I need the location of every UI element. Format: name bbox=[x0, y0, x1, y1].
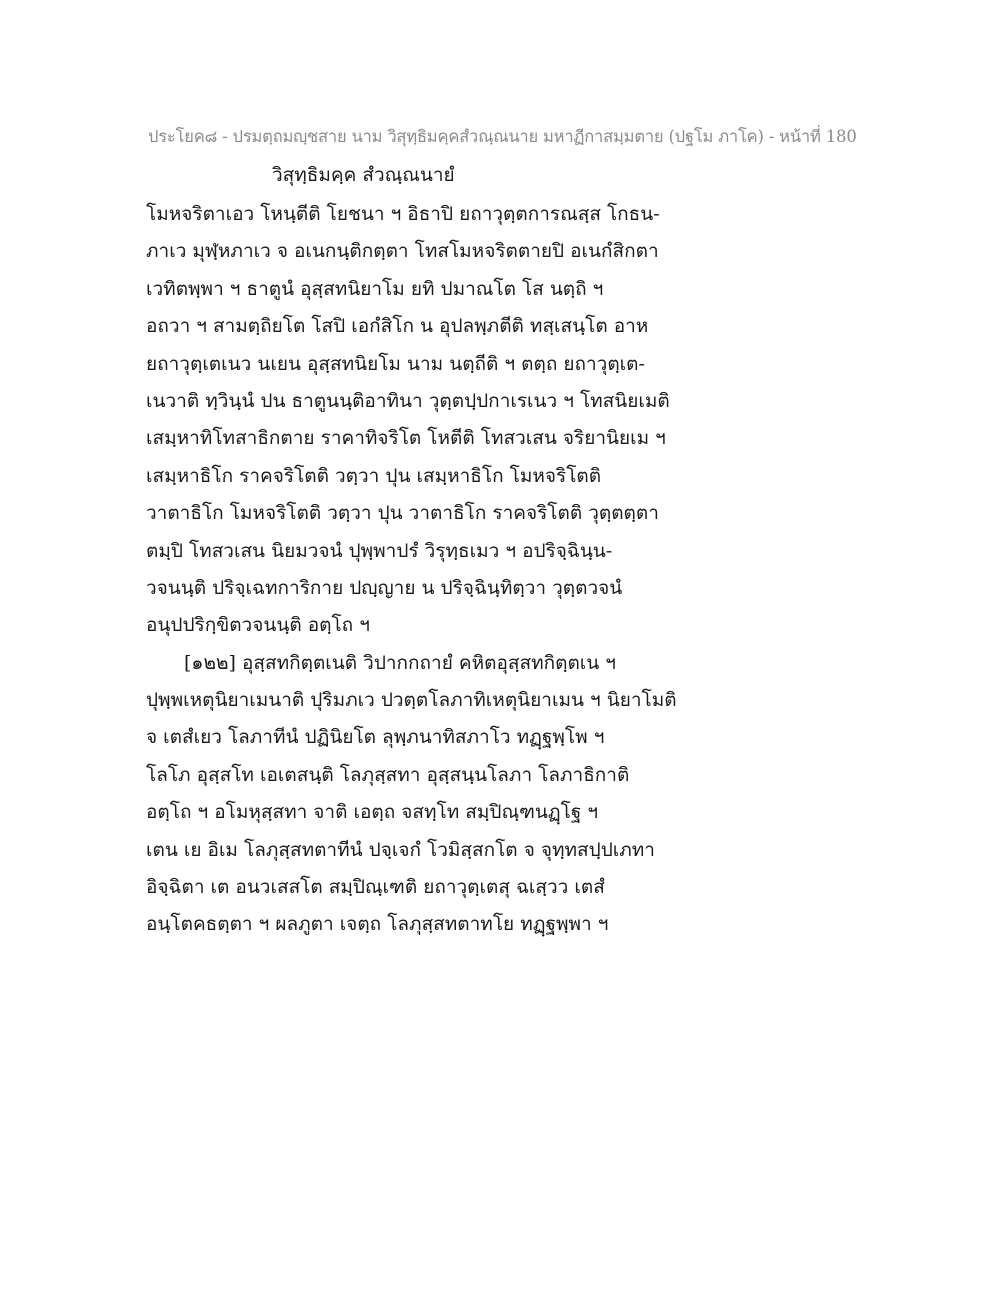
text-line: โมหจริตาเอว โหนฺตีติ โยชนา ฯ อิธาปิ ยถาวุตฺตการณสฺส โกธน- bbox=[146, 203, 660, 225]
text-line: อถวา ฯ สามตฺถิยโต โสปิ เอกํสิโก น อุปลพฺภตีติ ทสฺเสนฺโต อาห bbox=[146, 315, 649, 338]
text-line: อนฺโตคธตฺตา ฯ ผลภูตา เจตฺถ โลภุสฺสทตาทโย ทฏฺฐพฺพา ฯ bbox=[146, 913, 609, 936]
text-line: ยถาวุตฺเตเนว นเยน อุสฺสทนิยโม นาม นตฺถีติ ฯ ตตฺถ ยถาวุตฺเต- bbox=[146, 352, 645, 375]
text-line: วาตาธิโก โมหจริโตติ วตฺวา ปุน วาตาธิโก ราคจริโตติ วุตฺตตฺตา bbox=[146, 502, 659, 525]
paragraph-start-line: [๑๒๒] อุสฺสทกิตฺตเนติ วิปากกถายํ คหิตอุสฺสทกิตฺตเน ฯ bbox=[184, 651, 616, 674]
text-line: เสมฺหาทิโทสาธิกตาย ราคาทิจริโต โหตีติ โทสวเสน จริยานิยเม ฯ bbox=[146, 427, 666, 450]
text-line: ปุพฺพเหตุนิยาเมนาติ ปุริมภเว ปวตฺตโลภาทิเหตุนิยาเมน ฯ นิยาโมติ bbox=[146, 689, 677, 712]
running-header: ประโยค๘ - ปรมตฺถมญฺชสาย นาม วิสุทฺธิมคฺคสํวณฺณนาย มหาฏีกาสมฺมตาย (ปฐโม ภาโค) - หน้าที่ 180 bbox=[148, 127, 857, 146]
text-line: โลโภ อุสฺสโท เอเตสนฺติ โลภุสฺสทา อุสฺสนฺนโลภา โลภาธิกาติ bbox=[146, 763, 630, 786]
text-line: วจนนฺติ ปริจฺเฉทการิกาย ปญฺญาย น ปริจฺฉินฺทิตฺวา วุตฺตวจนํ bbox=[146, 576, 623, 599]
text-line: เสมฺหาธิโก ราคจริโตติ วตฺวา ปุน เสมฺหาธิโก โมหจริโตติ bbox=[146, 464, 602, 487]
body-text bbox=[146, 196, 706, 944]
text-line: อิจฺฉิตา เต อนวเสสโต สมฺปิณฺเฑติ ยถาวุตฺเตสุ ฉเสฺวว เตสํ bbox=[146, 876, 605, 899]
text-line: อตฺโถ ฯ อโมหุสฺสทา จาติ เอตฺถ จสทฺโท สมฺปิณฺฑนฏฺโฐ ฯ bbox=[146, 801, 599, 824]
text-line: ตมฺปิ โทสวเสน นิยมวจนํ ปุพฺพาปรํ วิรุทฺธเมว ฯ อปริจฺฉินฺน- bbox=[146, 539, 613, 562]
text-line: จ เตสํเยว โลภาทีนํ ปฏินิยโต ลุพฺภนาทิสภาโว ทฏฺฐพฺโพ ฯ bbox=[146, 726, 605, 749]
text-line: ภาเว มุฬฺหภาเว จ อเนกนฺติกตฺตา โทสโมหจริตตายปิ อเนกํสิกตา bbox=[146, 240, 659, 263]
text-line: อนุปปริกฺขิตวจนนฺติ อตฺโถ ฯ bbox=[146, 614, 370, 637]
text-line: เวทิตพฺพา ฯ ธาตูนํ อุสฺสทนิยาโม ยทิ ปมาณโต โส นตฺถิ ฯ bbox=[146, 277, 604, 300]
section-subtitle: วิสุทฺธิมคฺค สํวณฺณนายํ bbox=[272, 164, 455, 186]
text-line: เตน เย อิเม โลภุสฺสทตาทีนํ ปจฺเจกํ โวมิสฺสกโต จ จุทฺทสปฺปเภทา bbox=[146, 838, 655, 861]
text-line: เนวาติ ทฺวินฺนํ ปน ธาตูนนฺติอาทินา วุตฺตปฺปกาเรเนว ฯ โทสนิยเมติ bbox=[146, 389, 670, 412]
